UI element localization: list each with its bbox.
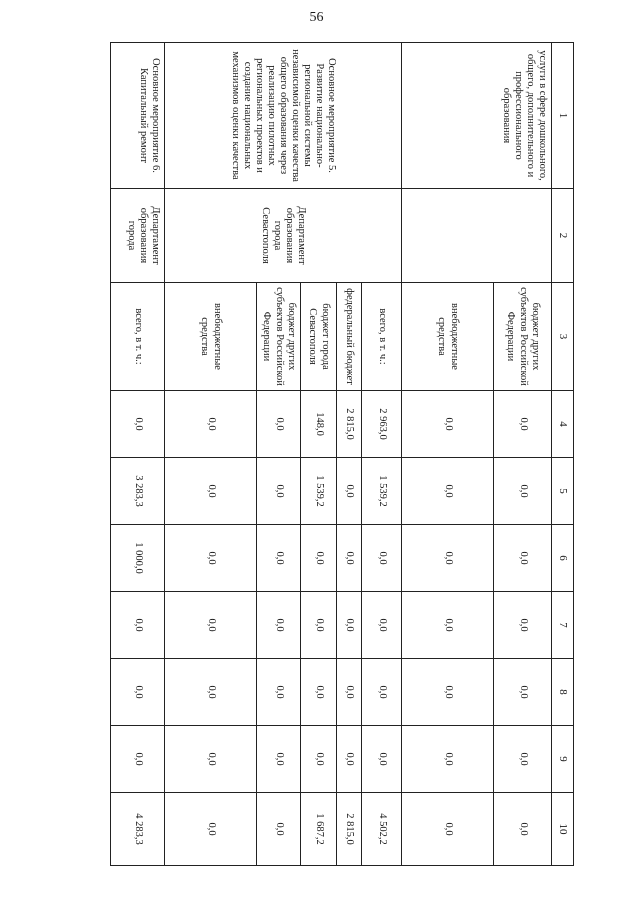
value-cell: 0,0 <box>337 458 362 525</box>
funding-source-cell: федеральный бюджет <box>337 283 362 391</box>
col-number-8: 8 <box>552 659 574 726</box>
col-number-4: 4 <box>552 391 574 458</box>
value-cell: 0,0 <box>494 592 552 659</box>
value-cell: 0,0 <box>257 726 301 793</box>
value-cell: 0,0 <box>257 659 301 726</box>
value-cell: 0,0 <box>301 592 337 659</box>
value-cell: 0,0 <box>402 659 494 726</box>
value-cell: 0,0 <box>337 726 362 793</box>
value-cell: 1 539,2 <box>301 458 337 525</box>
col-number-5: 5 <box>552 458 574 525</box>
budget-table <box>110 42 574 866</box>
value-cell: 0,0 <box>111 659 165 726</box>
value-cell: 0,0 <box>362 525 402 592</box>
funding-source-cell: внебюджетные средства <box>402 283 494 391</box>
col-number-3: 3 <box>552 283 574 391</box>
activity-cell: Основное мероприятие 5. Развитие национально-региональной системы независимой оценки качества общего образования через реализацию пилотных региональных проектов и создание национальных механизмов оценки качества <box>165 43 402 189</box>
total-cell: 0,0 <box>494 793 552 866</box>
rotated-table-container <box>111 42 574 865</box>
executor-cell <box>402 189 552 283</box>
value-cell: 0,0 <box>165 726 257 793</box>
value-cell: 0,0 <box>362 726 402 793</box>
value-cell: 0,0 <box>402 592 494 659</box>
value-cell: 0,0 <box>362 659 402 726</box>
value-cell: 0,0 <box>301 525 337 592</box>
value-cell: 2 815,0 <box>337 391 362 458</box>
table-row <box>494 43 552 866</box>
value-cell: 0,0 <box>111 592 165 659</box>
funding-source-cell: всего, в т. ч.: <box>362 283 402 391</box>
value-cell: 0,0 <box>257 592 301 659</box>
value-cell: 0,0 <box>111 726 165 793</box>
value-cell: 0,0 <box>337 592 362 659</box>
funding-source-cell: бюджет города Севастополя <box>301 283 337 391</box>
value-cell: 0,0 <box>165 659 257 726</box>
value-cell: 148,0 <box>301 391 337 458</box>
value-cell: 0,0 <box>165 525 257 592</box>
table-row <box>111 43 165 866</box>
value-cell: 0,0 <box>337 659 362 726</box>
value-cell: 0,0 <box>111 391 165 458</box>
funding-source-cell: внебюджетные средства <box>165 283 257 391</box>
value-cell: 1 000,0 <box>111 525 165 592</box>
value-cell: 0,0 <box>165 458 257 525</box>
total-cell: 0,0 <box>257 793 301 866</box>
value-cell: 0,0 <box>257 525 301 592</box>
executor-cell: Департамент образования города Севастополя <box>165 189 402 283</box>
value-cell: 0,0 <box>402 458 494 525</box>
table-row <box>362 43 402 866</box>
value-cell: 3 283,3 <box>111 458 165 525</box>
page-number: 56 <box>309 10 324 25</box>
col-number-6: 6 <box>552 525 574 592</box>
total-cell: 4 502,2 <box>362 793 402 866</box>
value-cell: 0,0 <box>402 525 494 592</box>
total-cell: 0,0 <box>402 793 494 866</box>
funding-source-cell: бюджет других субъектов Российской Федерации <box>494 283 552 391</box>
col-number-1: 1 <box>552 43 574 189</box>
value-cell: 0,0 <box>257 391 301 458</box>
value-cell: 0,0 <box>165 592 257 659</box>
col-number-2: 2 <box>552 189 574 283</box>
value-cell: 0,0 <box>165 391 257 458</box>
executor-cell: Департамент образования города <box>111 189 165 283</box>
value-cell: 0,0 <box>337 525 362 592</box>
value-cell: 0,0 <box>301 726 337 793</box>
col-number-7: 7 <box>552 592 574 659</box>
value-cell: 2 963,0 <box>362 391 402 458</box>
value-cell: 0,0 <box>494 659 552 726</box>
value-cell: 0,0 <box>402 391 494 458</box>
value-cell: 0,0 <box>362 592 402 659</box>
total-cell: 0,0 <box>165 793 257 866</box>
total-cell: 4 283,3 <box>111 793 165 866</box>
value-cell: 0,0 <box>494 458 552 525</box>
col-number-10: 10 <box>552 793 574 866</box>
total-cell: 1 687,2 <box>301 793 337 866</box>
value-cell: 0,0 <box>402 726 494 793</box>
value-cell: 0,0 <box>301 659 337 726</box>
activity-cell: услуги в сфере дошкольного, общего, дополнительного и профессионального образования <box>402 43 552 189</box>
activity-cell: Основное мероприятие 6. Капитальный ремонт <box>111 43 165 189</box>
value-cell: 0,0 <box>494 391 552 458</box>
value-cell: 0,0 <box>257 458 301 525</box>
value-cell: 0,0 <box>494 525 552 592</box>
column-number-row <box>552 43 574 866</box>
value-cell: 0,0 <box>494 726 552 793</box>
total-cell: 2 815,0 <box>337 793 362 866</box>
col-number-9: 9 <box>552 726 574 793</box>
funding-source-cell: бюджет других субъектов Российской Федерации <box>257 283 301 391</box>
funding-source-cell: всего, в т. ч.: <box>111 283 165 391</box>
value-cell: 1 539,2 <box>362 458 402 525</box>
